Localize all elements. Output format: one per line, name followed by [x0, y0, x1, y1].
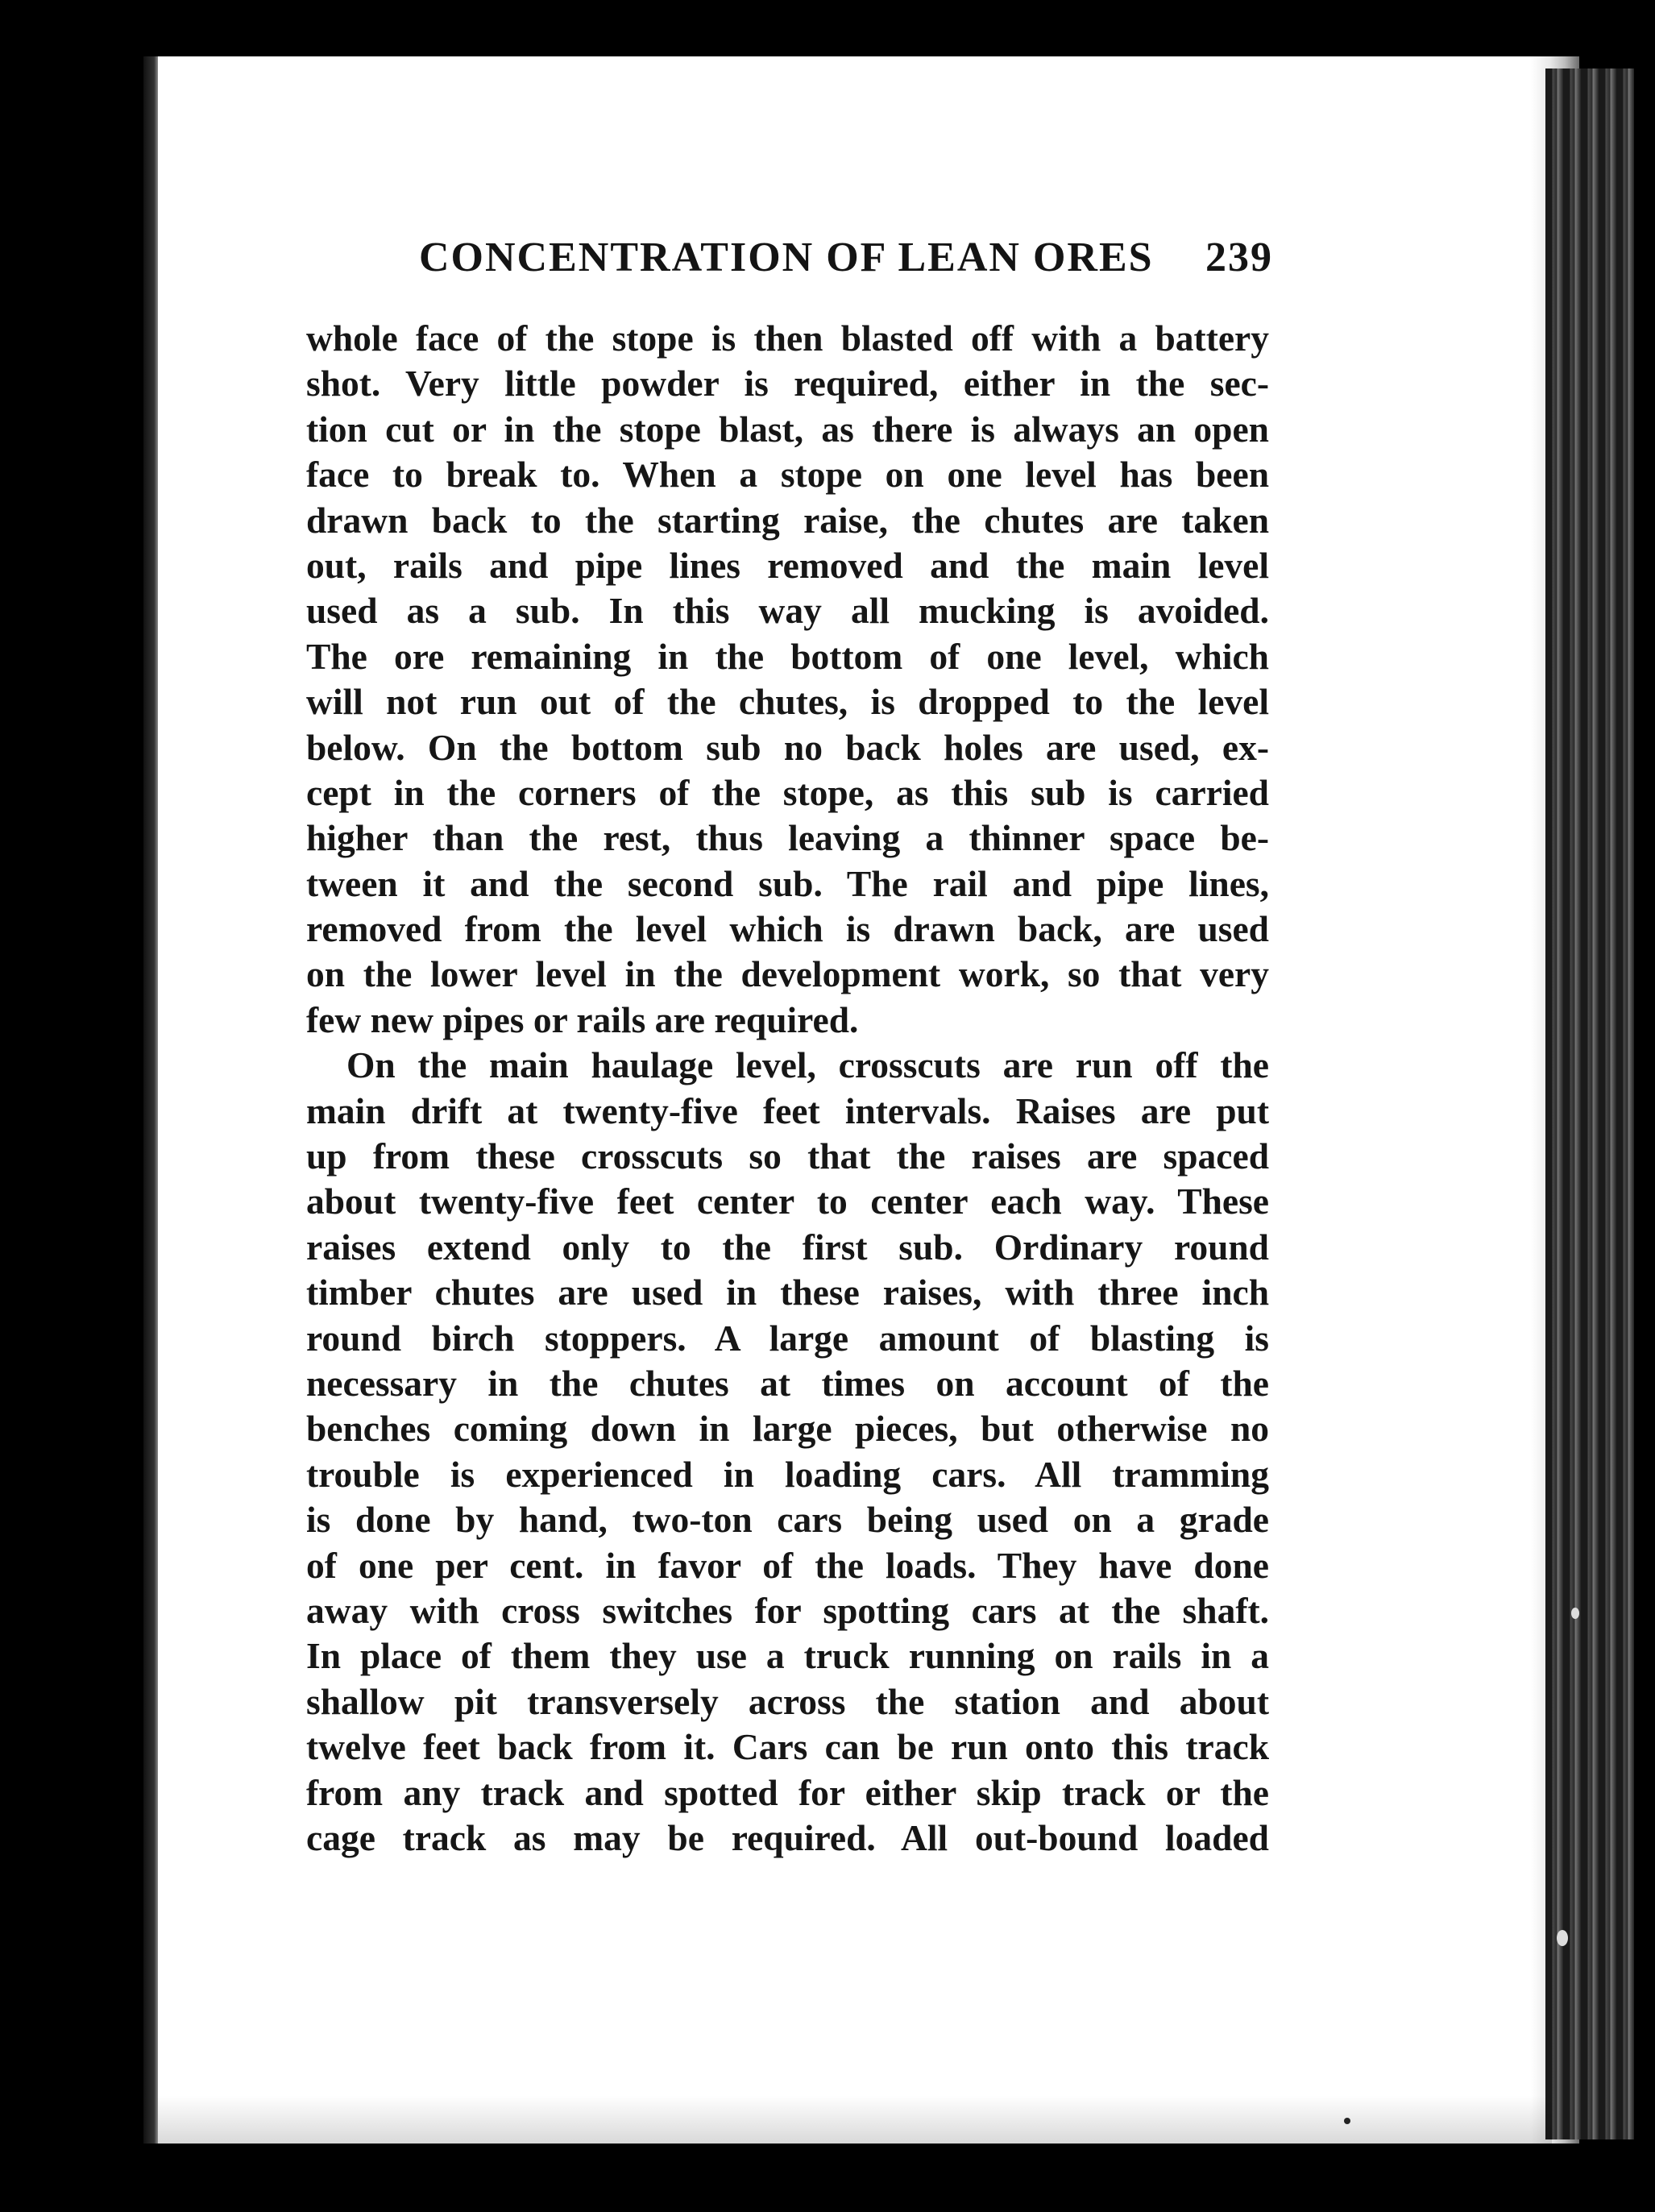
text-line: In place of them they use a truck running on rails in a	[306, 1635, 1269, 1677]
text-line: benches coming down in large pieces, but otherwise no	[306, 1408, 1269, 1450]
text-line: raises extend only to the first sub. Ordinary round	[306, 1226, 1269, 1268]
text-line: will not run out of the chutes, is dropped to the level	[306, 681, 1269, 723]
text-line: timber chutes are used in these raises, with three inch	[306, 1272, 1269, 1314]
text-line: removed from the level which is drawn back, are used	[306, 908, 1269, 950]
text-line: tion cut or in the stope blast, as there is always an open	[306, 408, 1269, 450]
text-line: whole face of the stope is then blasted off with a battery	[306, 317, 1269, 359]
text-line: away with cross switches for spotting cars at the shaft.	[306, 1589, 1269, 1631]
text-line: necessary in the chutes at times on account of the	[306, 1362, 1269, 1404]
paragraph-1	[306, 316, 1269, 1043]
text-line: used as a sub. In this way all mucking is avoided.	[306, 590, 1269, 632]
page-bottom-shadow	[158, 2095, 1552, 2144]
text-line: shallow pit transversely across the station and about	[306, 1680, 1269, 1722]
text-line: twelve feet back from it. Cars can be run onto this track	[306, 1726, 1269, 1768]
text-line: below. On the bottom sub no back holes are used, ex-	[306, 726, 1269, 768]
text-line: cept in the corners of the stope, as this sub is carried	[306, 771, 1269, 813]
running-header	[419, 234, 1273, 306]
body-text	[306, 316, 1269, 1861]
scan-speck	[1344, 2118, 1350, 2124]
text-line: on the lower level in the development work, so that very	[306, 953, 1269, 995]
text-line: face to break to. When a stope on one level has been	[306, 454, 1269, 496]
scan-speck	[1557, 1930, 1568, 1946]
text-line: from any track and spotted for either skip track or the	[306, 1771, 1269, 1813]
text-line: shot. Very little powder is required, either in the sec-	[306, 363, 1269, 405]
text-line: trouble is experienced in loading cars. All tramming	[306, 1453, 1269, 1495]
paragraph-2	[306, 1043, 1269, 1861]
text-line: main drift at twenty-five feet intervals. Raises are put	[306, 1089, 1269, 1131]
running-title: CONCENTRATION OF LEAN ORES	[419, 234, 1154, 280]
text-line: cage track as may be required. All out-bound loaded	[306, 1816, 1269, 1858]
text-line: drawn back to the starting raise, the chutes are taken	[306, 499, 1269, 541]
text-line: On the main haulage level, crosscuts are run off the	[346, 1044, 1269, 1086]
text-line: of one per cent. in favor of the loads. They have done	[306, 1544, 1269, 1586]
page-number: 239	[1205, 234, 1273, 280]
text-line: round birch stoppers. A large amount of blasting is	[306, 1317, 1269, 1359]
scan-speck	[1571, 1608, 1579, 1619]
text-line: out, rails and pipe lines removed and the main level	[306, 544, 1269, 586]
text-line: up from these crosscuts so that the raises are spaced	[306, 1135, 1269, 1177]
text-line: higher than the rest, thus leaving a thinner space be-	[306, 817, 1269, 859]
text-line: few new pipes or rails are required.	[306, 998, 859, 1040]
text-line: tween it and the second sub. The rail and pipe lines,	[306, 862, 1269, 904]
text-line: is done by hand, two-ton cars being used on a grade	[306, 1499, 1269, 1541]
text-line: about twenty-five feet center to center each way. These	[306, 1181, 1269, 1222]
book-fore-edge	[1545, 68, 1634, 2139]
text-line: The ore remaining in the bottom of one level, which	[306, 635, 1269, 677]
